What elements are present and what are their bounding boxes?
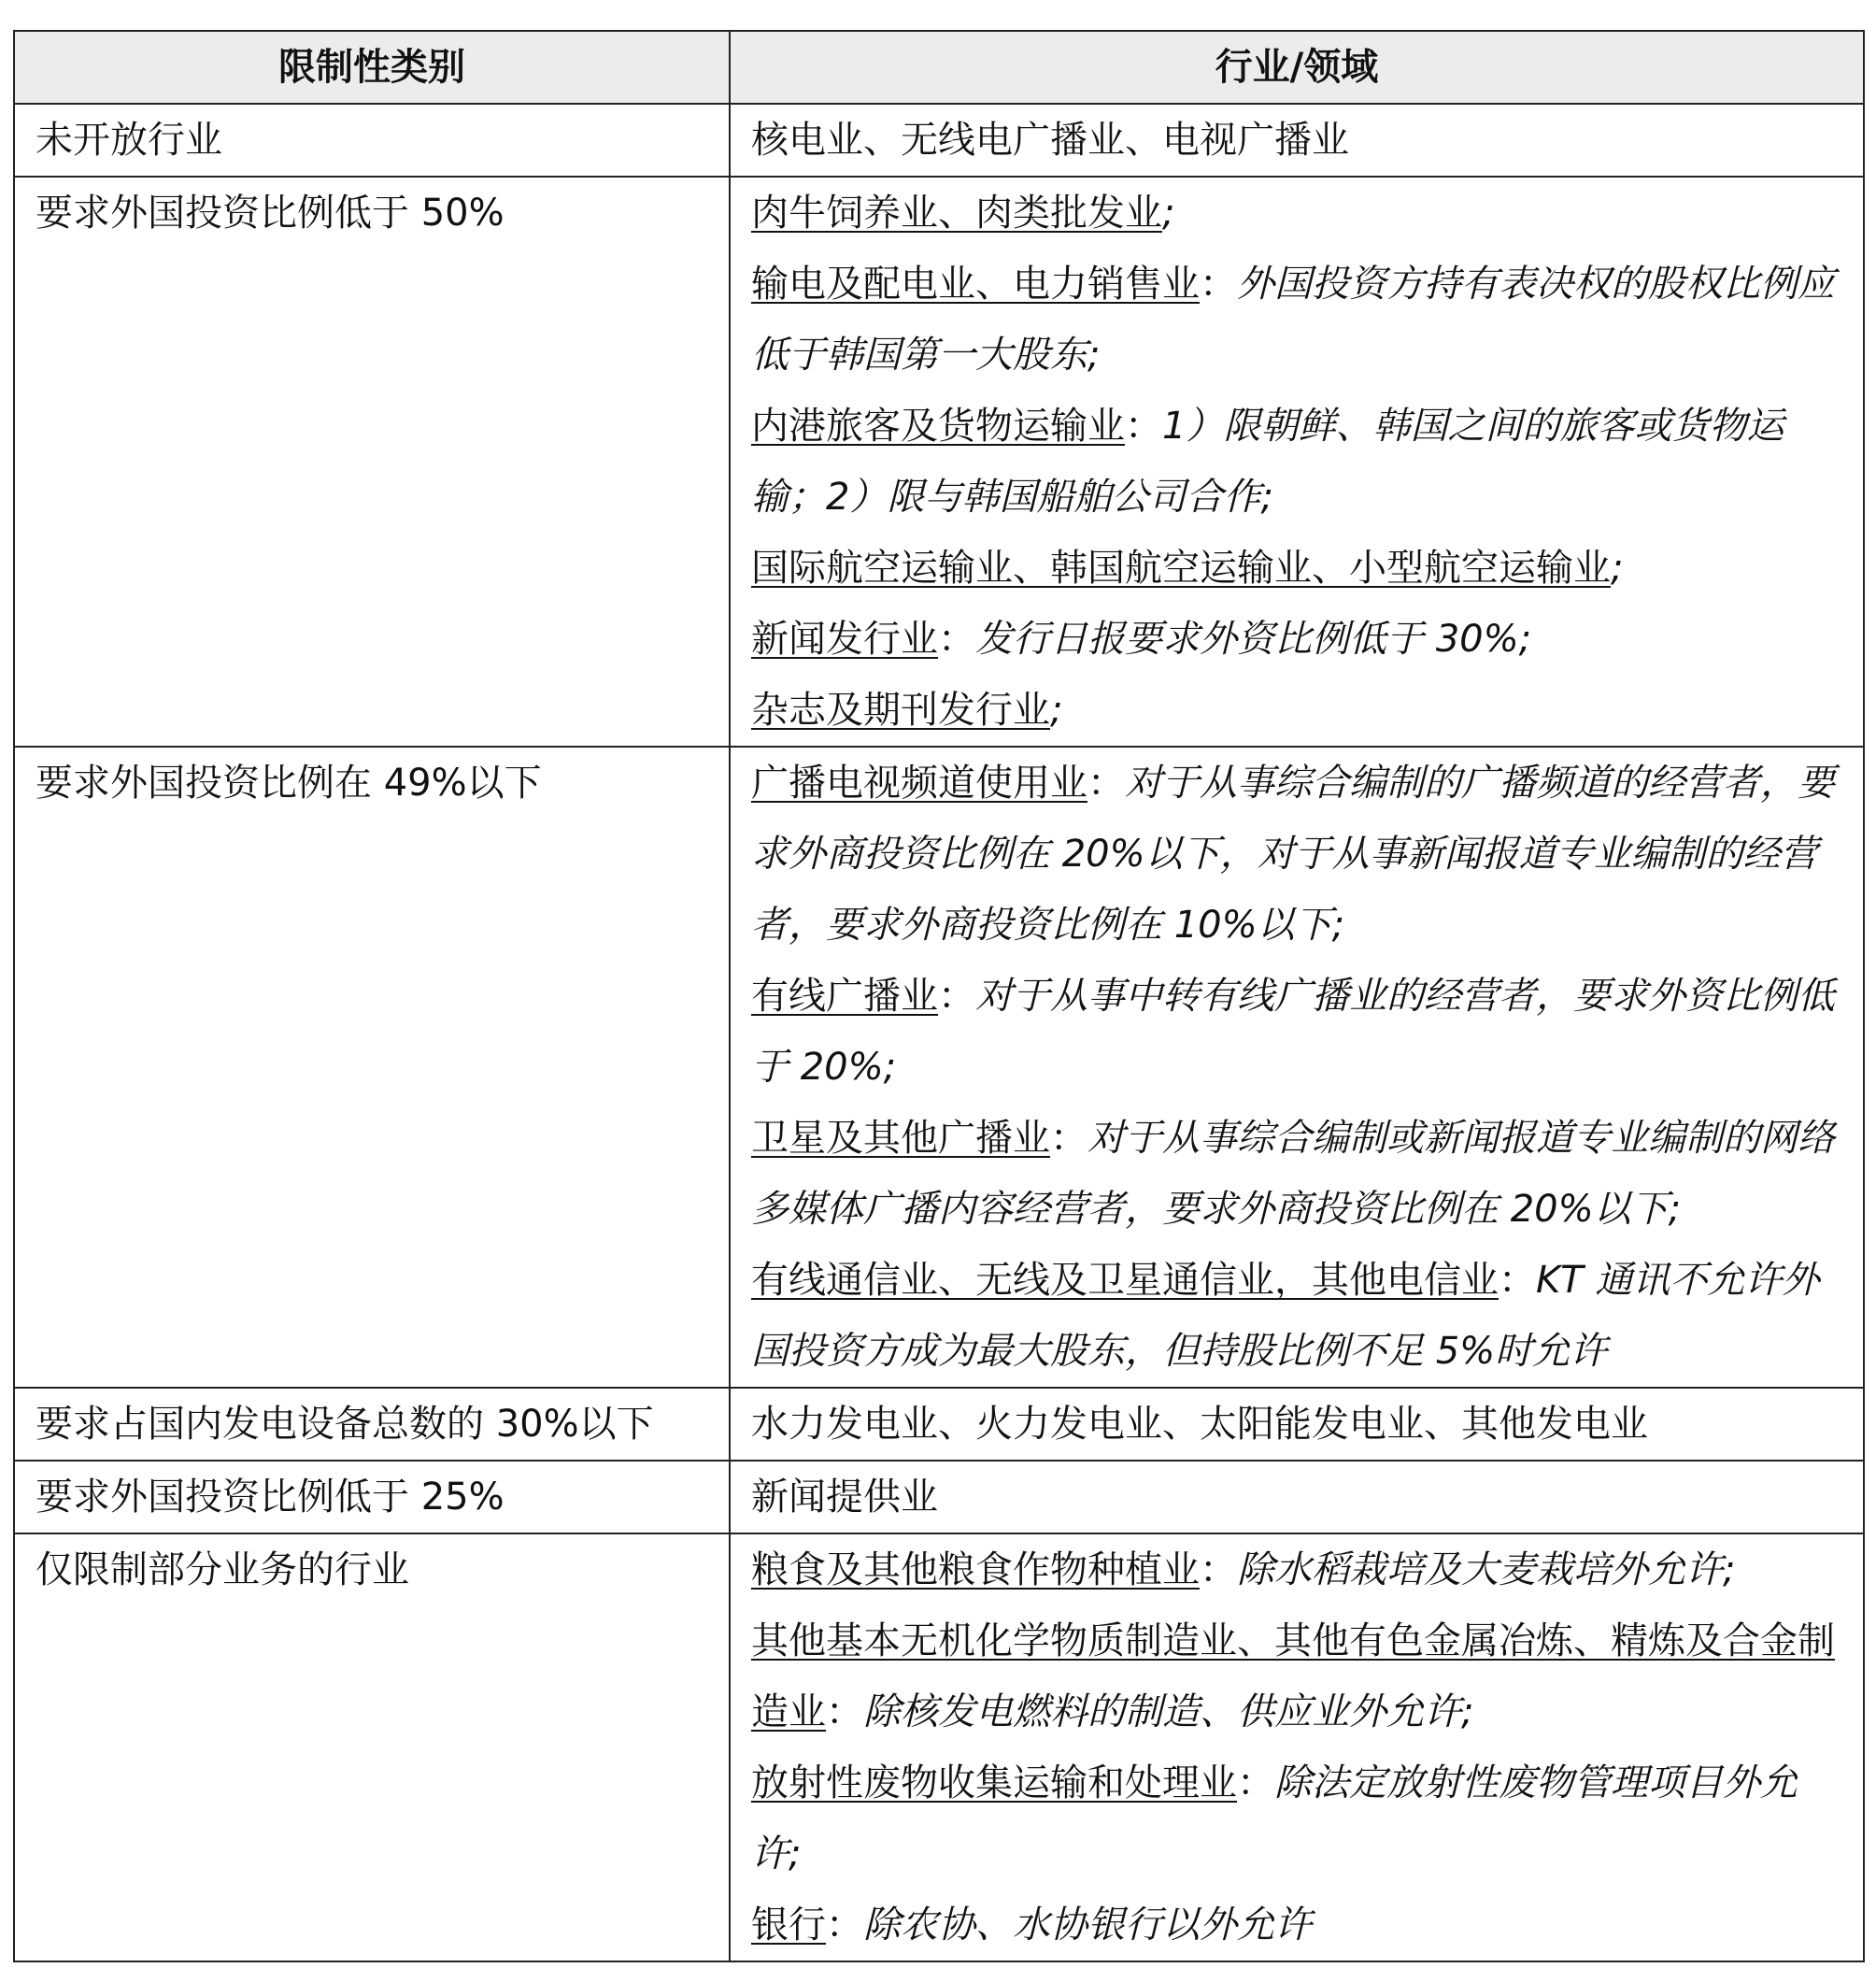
industry-cell	[730, 1388, 1864, 1461]
entry-note: ;	[1162, 192, 1175, 235]
entry-note: 除核发电燃料的制造、供应业外允许;	[863, 1690, 1474, 1733]
entry-note: 1）限朝鲜、韩国之间的旅客或货物运输；2）限与韩国船舶公司合作;	[751, 405, 1784, 519]
industry-entry	[751, 249, 1844, 391]
entry-name: 广播电视频道使用业	[751, 762, 1087, 805]
table-row	[14, 104, 1864, 177]
industry-entry	[751, 1747, 1844, 1890]
entry-note: 除农协、水协银行以外允许	[863, 1904, 1312, 1947]
entry-name: 卫星及其他广播业	[751, 1117, 1050, 1160]
industry-cell	[730, 747, 1864, 1388]
entry-separator: ：	[1200, 1548, 1237, 1591]
header-row	[14, 31, 1864, 104]
entry-separator: ：	[1050, 1117, 1087, 1160]
industry-entry	[751, 391, 1844, 533]
entry-note: 除水稻栽培及大麦栽培外允许;	[1237, 1548, 1736, 1591]
entry-plain: 水力发电业、火力发电业、太阳能发电业、其他发电业	[751, 1403, 1648, 1446]
industry-cell	[730, 1533, 1864, 1961]
entry-name: 放射性废物收集运输和处理业	[751, 1761, 1237, 1804]
entry-name: 新闻发行业	[751, 618, 938, 661]
industry-entry	[751, 1890, 1844, 1961]
entry-note: 发行日报要求外资比例低于 30%;	[975, 618, 1532, 661]
entry-note: 除法定放射性废物管理项目外允许;	[751, 1761, 1798, 1875]
category-cell: 要求外国投资比例低于 25%	[14, 1461, 730, 1533]
entry-plain: 核电业、无线电广播业、电视广播业	[751, 119, 1349, 162]
industry-entry	[751, 604, 1844, 675]
restriction-table	[13, 30, 1865, 1962]
entry-separator: ：	[1499, 1259, 1536, 1302]
industry-cell	[730, 104, 1864, 177]
category-cell: 要求外国投资比例低于 50%	[14, 177, 730, 747]
industry-entry	[751, 675, 1844, 746]
table-row	[14, 1533, 1864, 1961]
entry-note: 对于从事综合编制的广播频道的经营者，要求外商投资比例在 20%以下，对于从事新闻报道专业编制的经营者，要求外商投资比例在 10%以下;	[751, 762, 1835, 947]
entry-separator: ：	[938, 975, 975, 1018]
document-page	[13, 30, 1863, 1962]
table-row	[14, 1461, 1864, 1533]
industry-entry	[751, 1462, 1844, 1533]
entry-separator: ：	[1087, 762, 1125, 805]
entry-name: 杂志及期刊发行业	[751, 689, 1050, 732]
industry-entry	[751, 748, 1844, 961]
header-category: 限制性类别	[14, 31, 730, 104]
entry-separator: ：	[826, 1690, 863, 1733]
industry-cell	[730, 1461, 1864, 1533]
category-cell: 要求占国内发电设备总数的 30%以下	[14, 1388, 730, 1461]
entry-name: 有线广播业	[751, 975, 938, 1018]
industry-entry	[751, 533, 1844, 604]
entry-plain: 新闻提供业	[751, 1476, 938, 1519]
industry-entry	[751, 961, 1844, 1103]
entry-name: 有线通信业、无线及卫星通信业，其他电信业	[751, 1259, 1499, 1302]
entry-note: ;	[1611, 547, 1624, 590]
industry-entry	[751, 1605, 1844, 1747]
entry-name: 国际航空运输业、韩国航空运输业、小型航空运输业	[751, 547, 1611, 590]
entry-separator: ：	[1237, 1761, 1274, 1804]
industry-entry	[751, 1245, 1844, 1387]
industry-entry	[751, 105, 1844, 176]
industry-entry	[751, 1389, 1844, 1460]
industry-entry	[751, 178, 1844, 249]
entry-name: 银行	[751, 1904, 826, 1947]
entry-note: 外国投资方持有表决权的股权比例应低于韩国第一大股东;	[751, 263, 1835, 377]
table-row	[14, 1388, 1864, 1461]
header-industry: 行业/领域	[730, 31, 1864, 104]
entry-name: 输电及配电业、电力销售业	[751, 263, 1200, 306]
industry-cell	[730, 177, 1864, 747]
category-cell: 要求外国投资比例在 49%以下	[14, 747, 730, 1388]
entry-separator: ：	[1200, 263, 1237, 306]
industry-entry	[751, 1534, 1844, 1605]
table-row	[14, 747, 1864, 1388]
entry-separator: ：	[826, 1904, 863, 1947]
category-cell: 仅限制部分业务的行业	[14, 1533, 730, 1961]
entry-name: 其他基本无机化学物质制造业、其他有色金属冶炼、精炼及合金制造业	[751, 1619, 1835, 1733]
entry-name: 粮食及其他粮食作物种植业	[751, 1548, 1200, 1591]
entry-name: 肉牛饲养业、肉类批发业	[751, 192, 1162, 235]
entry-separator: ：	[938, 618, 975, 661]
entry-note: 对于从事综合编制或新闻报道专业编制的网络多媒体广播内容经营者，要求外商投资比例在 20%以下;	[751, 1117, 1835, 1231]
entry-note: KT 通讯不允许外国投资方成为最大股东，但持股比例不足 5%时允许	[751, 1259, 1820, 1373]
entry-note: ;	[1050, 689, 1063, 732]
entry-separator: ：	[1125, 405, 1162, 448]
entry-note: 对于从事中转有线广播业的经营者，要求外资比例低于 20%;	[751, 975, 1835, 1089]
table-row	[14, 177, 1864, 747]
industry-entry	[751, 1103, 1844, 1245]
category-cell: 未开放行业	[14, 104, 730, 177]
entry-name: 内港旅客及货物运输业	[751, 405, 1125, 448]
